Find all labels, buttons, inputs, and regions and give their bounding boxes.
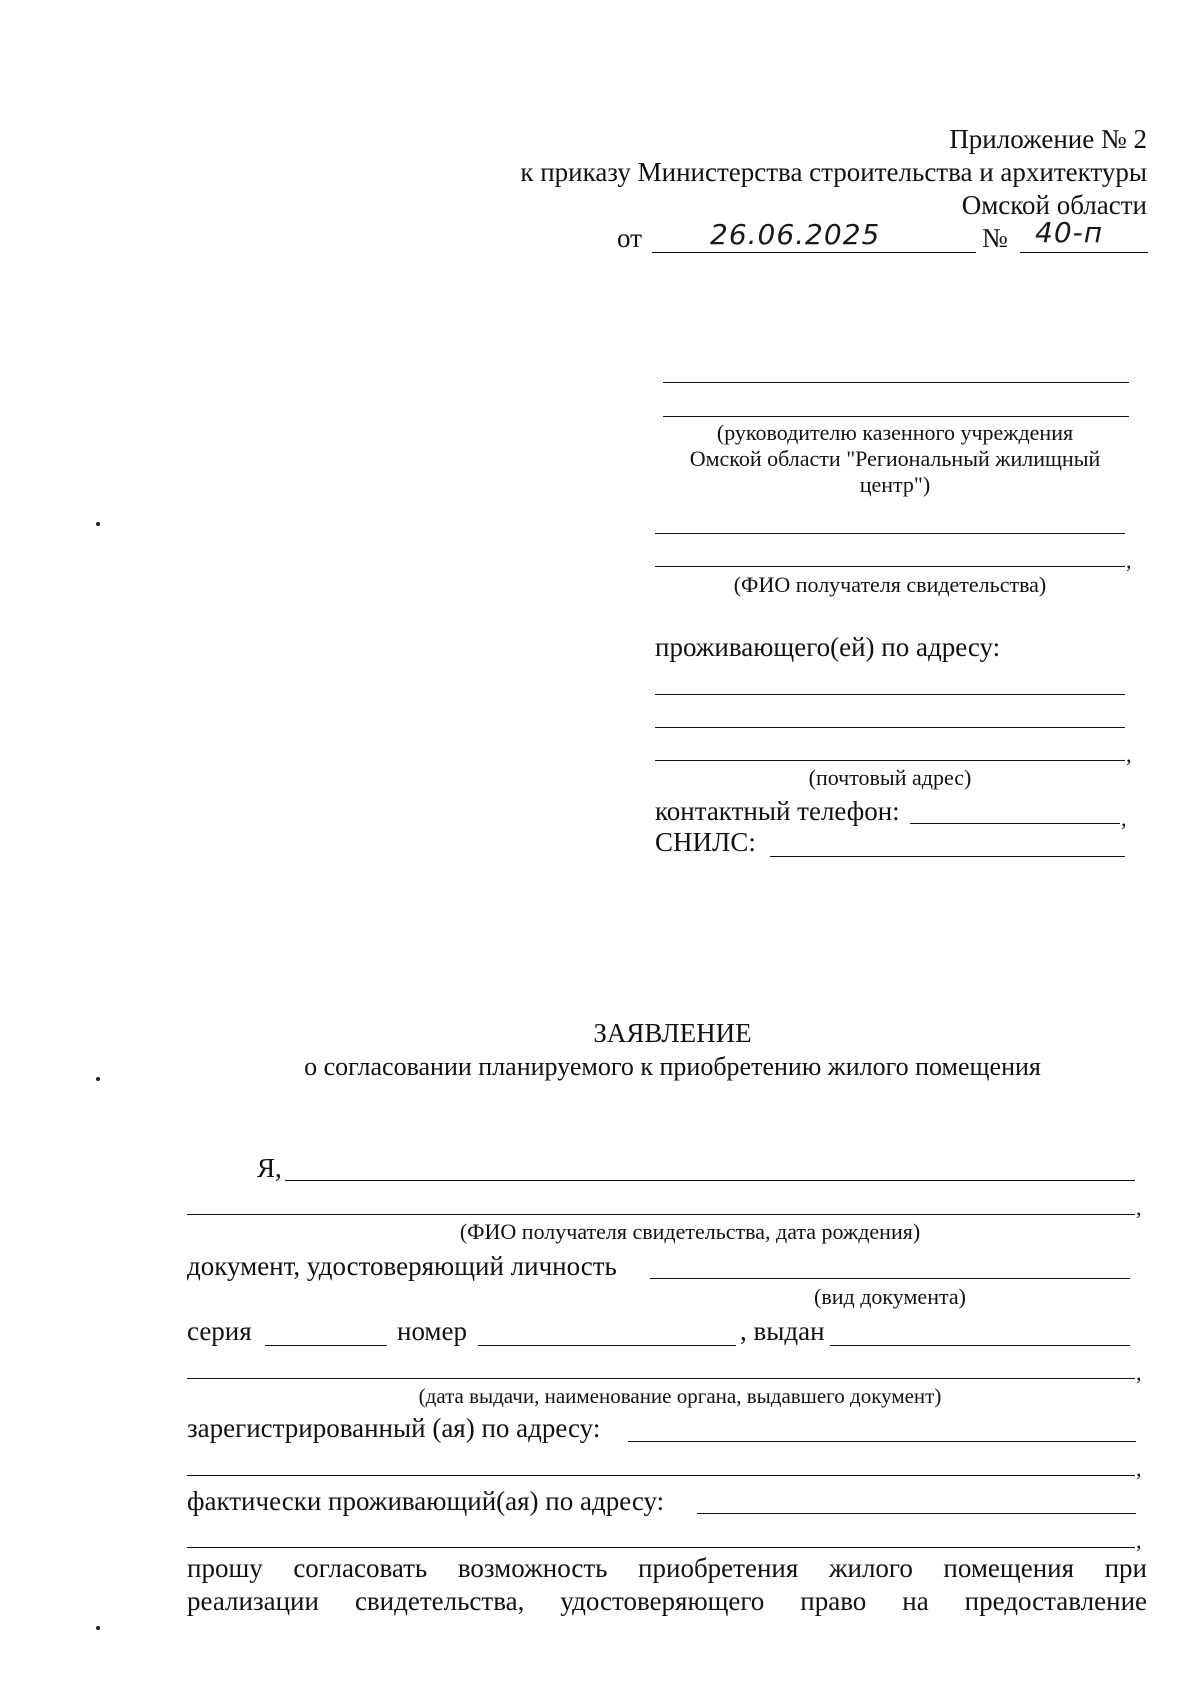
series-label: серия: [187, 1316, 252, 1346]
doc-type-underline: [650, 1278, 1130, 1279]
postal-line-1: [655, 694, 1125, 695]
postal-line-2: [655, 727, 1125, 728]
request-line-2: реализации свидетельства, удостоверяющего право на предоставление: [187, 1586, 1147, 1616]
comma: ,: [1126, 548, 1132, 573]
snils-underline: [770, 856, 1125, 857]
postal-caption: (почтовый адрес): [808, 765, 972, 790]
comma: ,: [1136, 1195, 1142, 1220]
snils-label: СНИЛС:: [655, 827, 756, 857]
phone-label: контактный телефон:: [655, 796, 900, 826]
fio-line-2: [187, 1214, 1135, 1215]
comma: ,: [1136, 1360, 1142, 1385]
applicant-fio-caption: (ФИО получателя свидетельства): [733, 572, 1047, 597]
recipient-line-1: [663, 382, 1129, 383]
recipient-caption: (руководителю казенного учреждения Омской области "Региональный жилищный центр"): [689, 420, 1101, 497]
comma: ,: [1136, 1456, 1142, 1481]
date-handwritten: 26.06.2025: [710, 218, 881, 251]
issued-line-2: [187, 1378, 1135, 1379]
margin-dot: [96, 1077, 100, 1081]
number-handwritten: 40-п: [1035, 216, 1104, 249]
doc-type-caption: (вид документа): [814, 1284, 966, 1309]
issue-caption: (дата выдачи, наименование органа, выдавшего документ): [418, 1384, 942, 1408]
region-label: Омской области: [961, 190, 1147, 220]
margin-dot: [96, 1626, 100, 1630]
fio-caption: (ФИО получателя свидетельства, дата рождения): [459, 1219, 921, 1244]
applicant-fio-line-2: [655, 566, 1125, 567]
actual-address-label: фактически проживающий(ая) по адресу:: [187, 1486, 665, 1516]
document-title: ЗАЯВЛЕНИЕ: [593, 1018, 752, 1048]
number-underline: [1020, 252, 1148, 253]
comma: ,: [1121, 806, 1127, 831]
order-line: к приказу Министерства строительства и архитектуры: [520, 157, 1147, 187]
number-label: №: [982, 223, 1008, 253]
number-field-label: номер: [397, 1316, 468, 1346]
i-label: Я,: [257, 1153, 282, 1183]
issued-label: , выдан: [740, 1316, 825, 1346]
from-label: от: [617, 223, 642, 253]
actual-underline: [697, 1513, 1136, 1514]
series-underline: [265, 1345, 387, 1346]
appendix-label: Приложение № 2: [949, 124, 1147, 154]
applicant-fio-line-1: [655, 533, 1125, 534]
comma: ,: [1126, 742, 1132, 767]
residing-label: проживающего(ей) по адресу:: [655, 632, 1001, 662]
margin-dot: [96, 522, 100, 526]
registered-underline: [628, 1441, 1136, 1442]
comma: ,: [1136, 1528, 1142, 1553]
registered-label: зарегистрированный (ая) по адресу:: [187, 1413, 601, 1443]
issued-underline: [830, 1345, 1130, 1346]
date-underline: [652, 252, 976, 253]
fio-line-1: [285, 1180, 1135, 1181]
document-subtitle: о согласовании планируемого к приобретению жилого помещения: [304, 1052, 1041, 1081]
actual-line-2: [187, 1547, 1135, 1548]
request-line-1: прошу согласовать возможность приобретения жилого помещения при: [187, 1553, 1147, 1583]
number-underline: [478, 1345, 736, 1346]
phone-underline: [910, 823, 1120, 824]
registered-line-2: [187, 1475, 1135, 1476]
postal-line-3: [655, 760, 1125, 761]
id-doc-label: документ, удостоверяющий личность: [187, 1251, 617, 1281]
recipient-line-2: [663, 416, 1129, 417]
